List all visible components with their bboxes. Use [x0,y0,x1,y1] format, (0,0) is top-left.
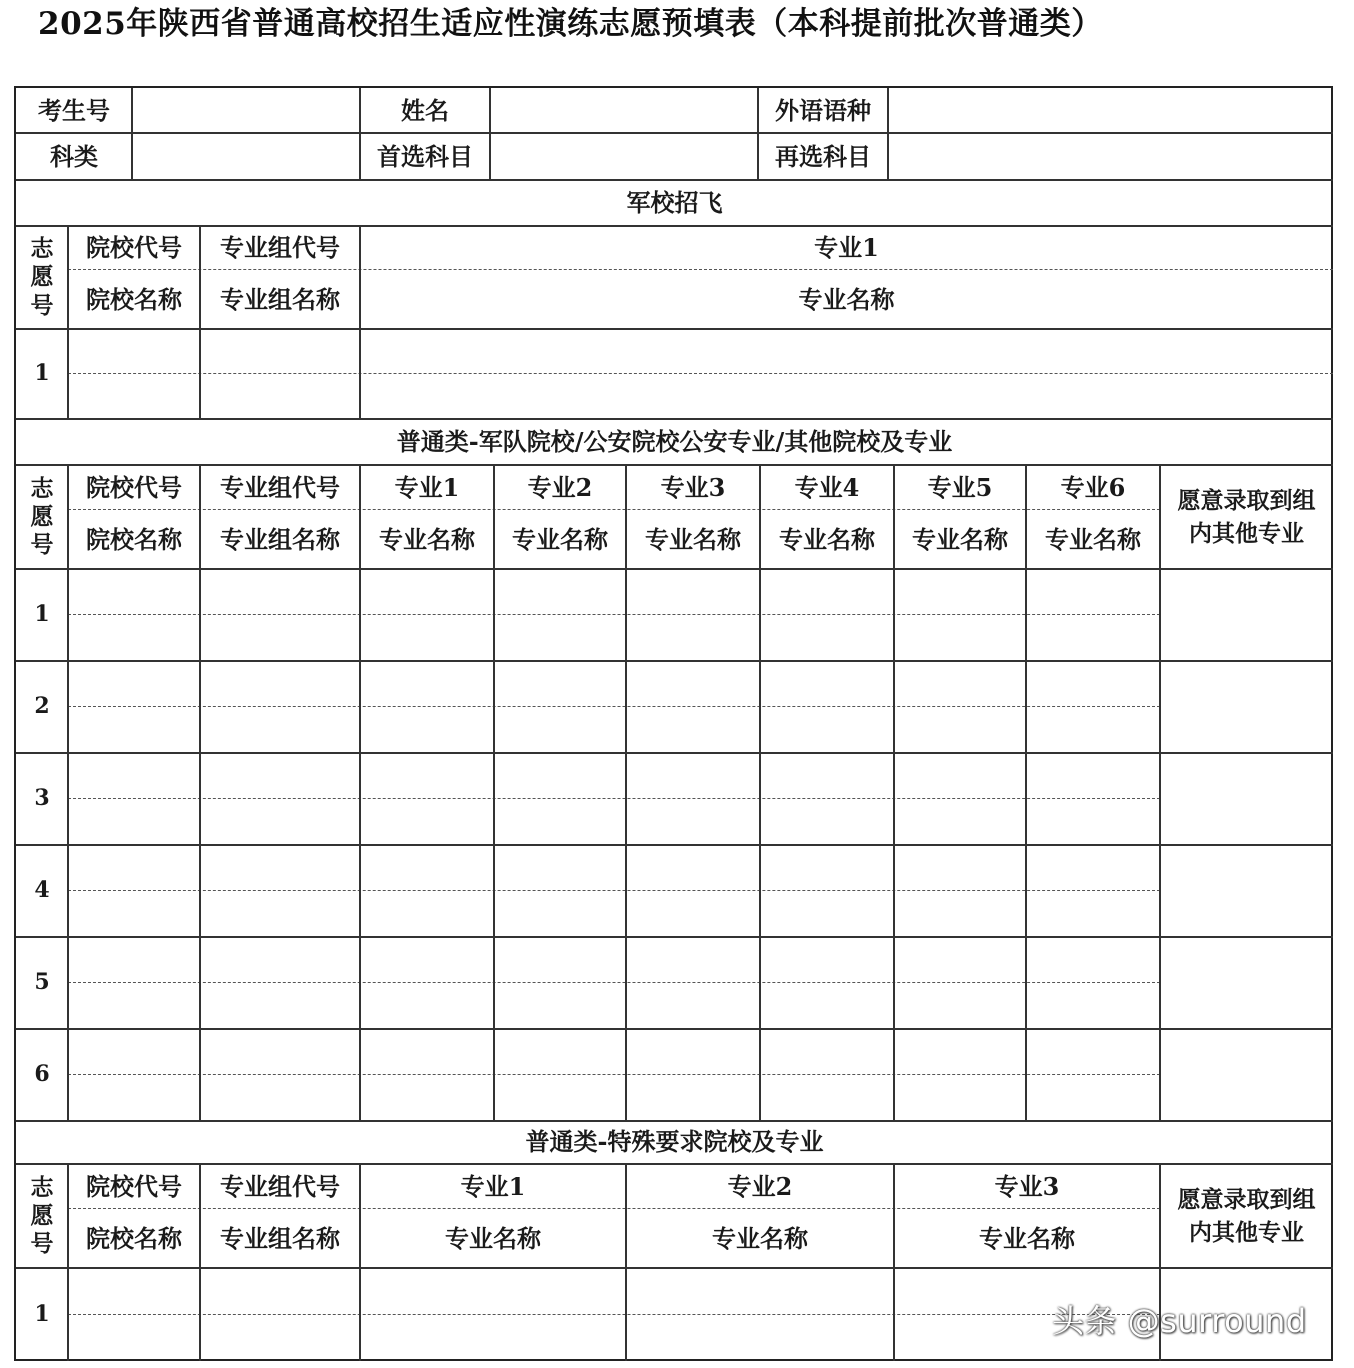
adjust-entry[interactable] [1160,1029,1333,1120]
school-code-label: 院校代号 [86,233,182,262]
group-code-label: 专业组代号 [220,233,340,262]
category-label: 科类 [50,141,98,171]
category-field[interactable] [132,133,360,180]
major-1-label: 专业1 [460,1171,526,1201]
school-name-label: 院校名称 [86,1223,182,1253]
rank-number: 1 [34,600,50,627]
school-entry[interactable] [68,329,200,419]
major-1-label: 专业1 [814,233,879,262]
name-label: 姓名 [401,95,449,125]
rank-number: 4 [34,876,50,903]
group-name-label: 专业组名称 [220,524,340,554]
second-subjects-label: 再选科目 [775,141,871,171]
exam-no-label: 考生号 [38,95,110,125]
adjust-entry[interactable] [1160,569,1333,660]
special-section-header: 普通类-特殊要求院校及专业 [525,1127,824,1156]
rank-number: 2 [34,692,50,719]
school-name-label: 院校名称 [86,284,182,314]
major-name-label: 专业名称 [912,524,1008,554]
first-subject-field[interactable] [490,133,758,180]
second-subjects-field[interactable] [888,133,1333,180]
major-1-label: 专业1 [394,472,460,502]
school-code-label: 院校代号 [86,472,182,502]
rank-number: 3 [34,784,50,811]
school-name-label: 院校名称 [86,524,182,554]
major-entry[interactable] [360,329,1333,419]
page-title: 2025年陕西省普通高校招生适应性演练志愿预填表（本科提前批次普通类） [38,6,1103,42]
military-flight-header: 军校招飞 [626,188,723,217]
major-name-label: 专业名称 [645,524,741,554]
major-2-label: 专业2 [527,472,593,502]
group-code-label: 专业组代号 [220,1171,340,1201]
rank-number: 1 [34,360,50,387]
name-field[interactable] [490,88,758,133]
rank-label: 志 愿 号 [30,235,54,319]
major-2-label: 专业2 [727,1171,793,1201]
rank-number: 5 [34,968,50,995]
adjust-entry[interactable] [1160,753,1333,844]
rank-number: 1 [34,1300,50,1327]
major-name-label: 专业名称 [712,1223,808,1253]
major-3-label: 专业3 [994,1171,1060,1201]
major-name-label: 专业名称 [379,524,475,554]
watermark: 头条 @surround [1052,1302,1307,1340]
major-6-label: 专业6 [1060,472,1126,502]
group-name-label: 专业组名称 [220,284,340,314]
language-field[interactable] [888,88,1333,133]
rank-label: 志 愿 号 [30,1173,54,1258]
major-5-label: 专业5 [927,472,993,502]
first-subject-label: 首选科目 [377,141,473,171]
language-label: 外语语种 [775,95,871,125]
major-name-label: 专业名称 [798,284,895,314]
group-entry[interactable] [200,329,360,419]
adjust-entry[interactable] [1160,845,1333,936]
major-name-label: 专业名称 [1045,524,1141,554]
major-name-label: 专业名称 [979,1223,1075,1253]
exam-no-field[interactable] [132,88,360,133]
group-code-label: 专业组代号 [220,472,340,502]
rank-label: 志 愿 号 [30,474,54,559]
general-section-header: 普通类-军队院校/公安院校公安专业/其他院校及专业 [396,427,953,456]
major-3-label: 专业3 [660,472,726,502]
major-name-label: 专业名称 [779,524,875,554]
adjust-entry[interactable] [1160,661,1333,752]
group-name-label: 专业组名称 [220,1223,340,1253]
major-name-label: 专业名称 [512,524,608,554]
rank-number: 6 [34,1060,50,1087]
adjust-entry[interactable] [1160,937,1333,1028]
application-form [14,86,1333,1361]
major-name-label: 专业名称 [445,1223,541,1253]
school-code-label: 院校代号 [86,1171,182,1201]
adjust-label: 愿意录取到组内其他专业 [1177,1185,1316,1246]
adjust-label: 愿意录取到组内其他专业 [1177,486,1316,547]
major-4-label: 专业4 [794,472,860,502]
